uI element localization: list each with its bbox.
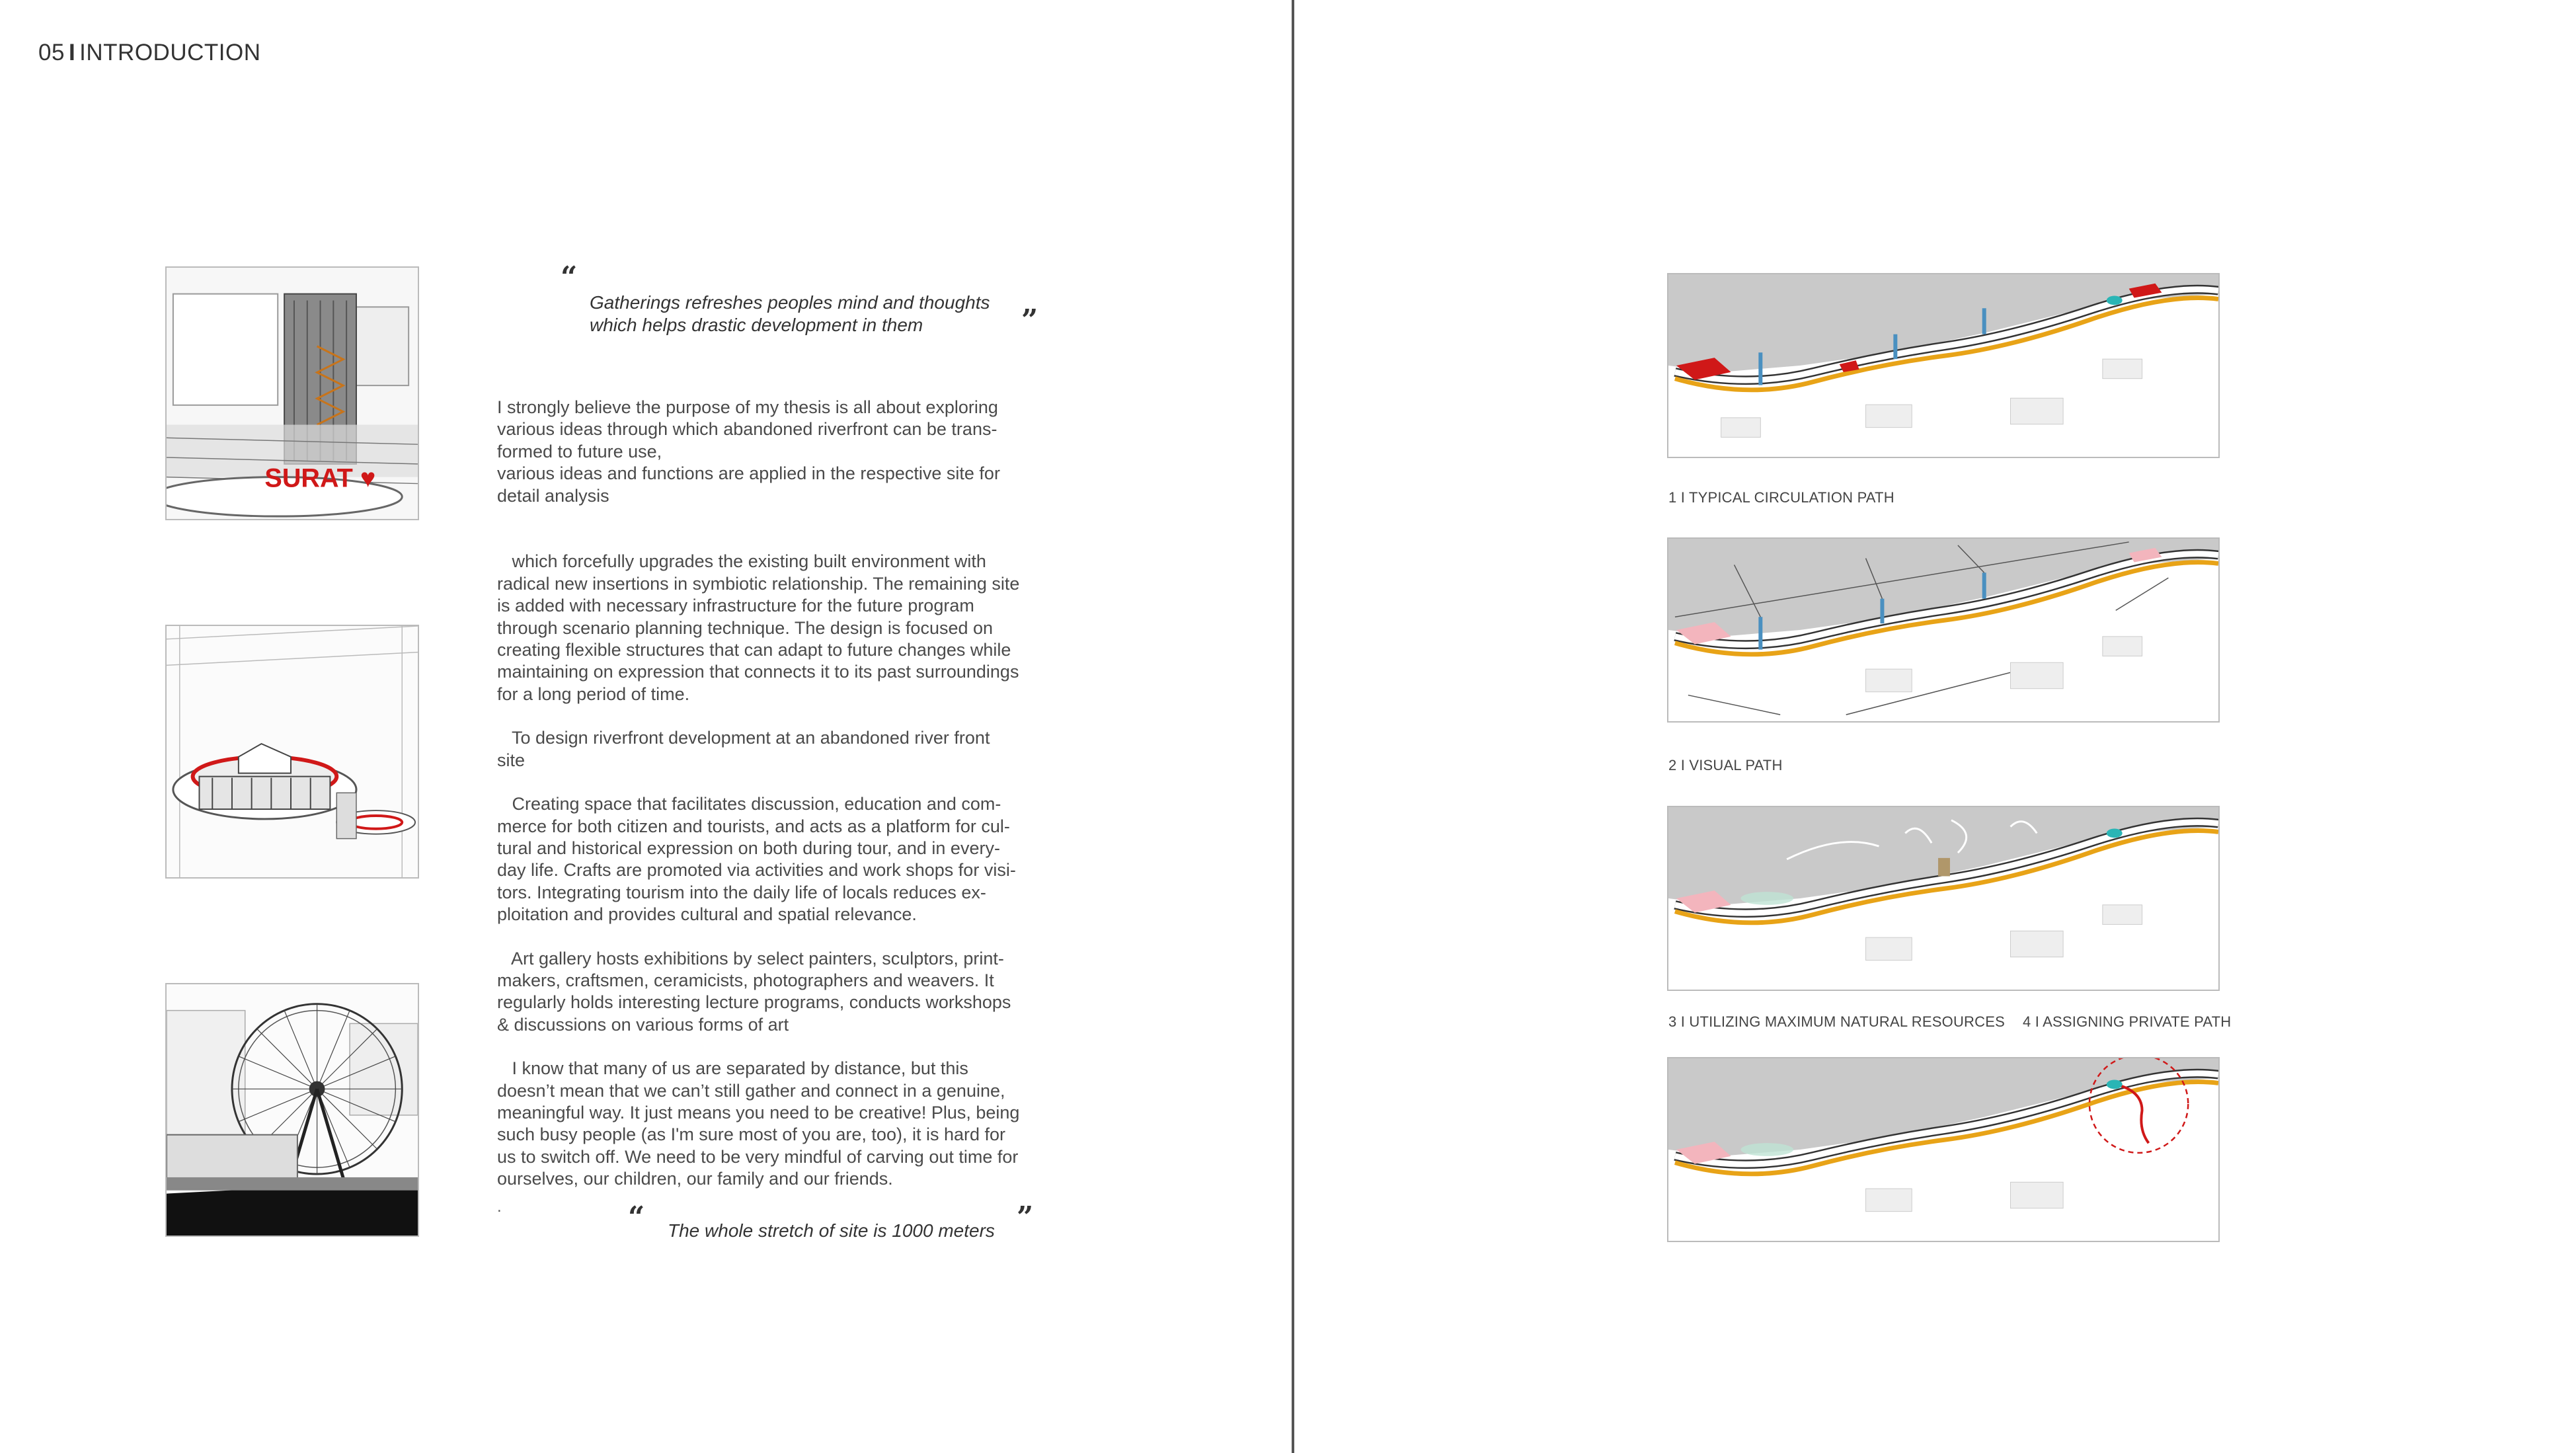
text-line: I know that many of us are separated by distance, but this [497, 1058, 968, 1079]
photo-pavilion [165, 625, 419, 879]
private-path-drawing [1668, 1058, 2218, 1241]
text-line: formed to future use, [497, 441, 662, 461]
paragraph-gather [497, 1058, 1043, 1190]
pavilion-illustration [167, 626, 418, 877]
text-line: detail analysis [497, 485, 609, 506]
text-line: makers, craftsmen, ceramicists, photographers and weavers. It [497, 970, 994, 990]
text-line: ploitation and provides cultural and spatial relevance. [497, 904, 917, 925]
quote-top-line2: which helps drastic development in them [590, 315, 923, 335]
caption-visual-path: 2 I VISUAL PATH [1668, 757, 1783, 773]
section-title: INTRODUCTION [79, 40, 261, 65]
page-heading [38, 40, 260, 66]
diagram-natural-resources [1667, 806, 2220, 991]
caption-private-path: 4 I ASSIGNING PRIVATE PATH [2023, 1013, 2232, 1030]
text-line: meaningful way. It just means you need to be creative! Plus, being [497, 1102, 1020, 1122]
text-line: which forcefully upgrades the existing built environment with [497, 551, 986, 572]
text-line: various ideas through which abandoned riverfront can be trans- [497, 419, 997, 440]
surat-sign: SURAT ♥ [264, 463, 376, 493]
text-line: tors. Integrating tourism into the daily life of locals reduces ex- [497, 882, 986, 902]
paragraph-thesis-purpose [497, 397, 1043, 507]
text-line: I strongly believe the purpose of my thesis is all about exploring [497, 397, 998, 417]
quote-bottom: The whole stretch of site is 1000 meters [668, 1220, 995, 1241]
body-text [497, 397, 1043, 1191]
text-line: us to switch off. We need to be very mindful of carving out time for [497, 1146, 1019, 1167]
text-line: regularly holds interesting lecture programs, conducts workshops [497, 992, 1011, 1013]
text-line: site [497, 750, 526, 770]
visual-path-drawing [1668, 539, 2218, 721]
paragraph-aim [497, 727, 1043, 771]
text-line: & discussions on various forms of art [497, 1014, 789, 1035]
diagram-circulation-path [1667, 273, 2220, 458]
tower-illustration [167, 268, 418, 519]
text-line: such busy people (as I'm sure most of you are, too), it is hard for [497, 1124, 1005, 1145]
circulation-path-drawing [1668, 274, 2218, 457]
section-number: 05 [38, 40, 65, 65]
bottom-dot: . [497, 1198, 502, 1216]
text-line: To design riverfront development at an abandoned river front [497, 728, 990, 748]
text-line: various ideas and functions are applied in the respective site for [497, 463, 1000, 484]
text-line: for a long period of time. [497, 684, 690, 704]
caption-circulation-path: 1 I TYPICAL CIRCULATION PATH [1668, 489, 1894, 506]
text-line: is added with necessary infrastructure for the future program [497, 596, 974, 616]
ferris-wheel-illustration [167, 984, 418, 1236]
diagram-visual-path [1667, 537, 2220, 723]
natural-resources-drawing [1668, 807, 2218, 990]
text-line: maintaining on expression that connects it to its past surroundings [497, 662, 1019, 682]
paragraph-space [497, 793, 1043, 925]
photo-ferris-wheel [165, 983, 419, 1237]
open-quote-mark-top: “ [561, 260, 578, 294]
text-line: through scenario planning technique. The design is focused on [497, 617, 994, 638]
open-quote-mark-bottom: “ [628, 1200, 645, 1234]
paragraph-art-gallery [497, 948, 1043, 1037]
text-line: merce for both citizen and tourists, and acts as a platform for cul- [497, 816, 1010, 836]
close-quote-mark-bottom: ” [1017, 1200, 1034, 1234]
text-line: radical new insertions in symbiotic relationship. The remaining site [497, 573, 1020, 594]
text-line: ourselves, our children, our family and our friends. [497, 1169, 893, 1189]
quote-top-line1: Gatherings refreshes peoples mind and thoughts [590, 292, 990, 313]
text-line: doesn’t mean that we can’t still gather and connect in a genuine, [497, 1080, 1005, 1101]
quote-top [590, 292, 990, 336]
close-quote-mark-top: ” [1021, 303, 1038, 337]
text-line: creating flexible structures that can adapt to future changes while [497, 640, 1011, 660]
text-line: tural and historical expression on both during tour, and in every- [497, 838, 1000, 858]
page-divider [1292, 0, 1294, 1453]
text-line: day life. Crafts are promoted via activities and work shops for visi- [497, 860, 1016, 881]
section-separator: I [68, 40, 76, 65]
paragraph-upgrade [497, 529, 1043, 705]
diagram-private-path [1667, 1057, 2220, 1242]
photo-tower [165, 266, 419, 520]
caption-natural-resources: 3 I UTILIZING MAXIMUM NATURAL RESOURCES [1668, 1013, 2005, 1030]
text-line: Creating space that facilitates discussion, education and com- [497, 794, 1001, 814]
text-line: Art gallery hosts exhibitions by select painters, sculptors, print- [497, 948, 1004, 968]
